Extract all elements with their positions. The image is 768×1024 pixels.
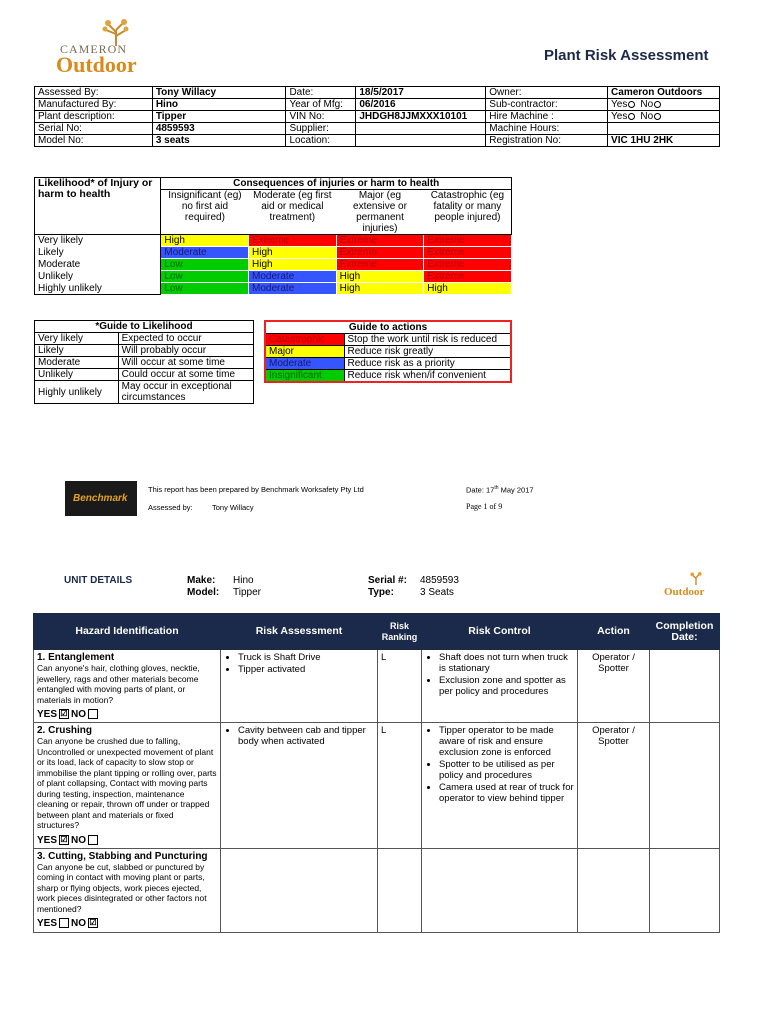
- risk-control-cell: [422, 848, 578, 932]
- footer-date-sup: th: [494, 485, 499, 491]
- actions-instruction: Reduce risk greatly: [344, 346, 510, 358]
- yes-option-label: Yes: [611, 111, 628, 122]
- hazard-identification-cell: [34, 848, 221, 932]
- details-value: [356, 123, 486, 135]
- details-value: 06/2016: [356, 99, 486, 111]
- details-label: Year of Mfg:: [286, 99, 356, 111]
- actions-level: Catastrophic: [266, 334, 344, 346]
- details-label: Sub-contractor:: [486, 99, 608, 111]
- hazard-description: Can anyone be crushed due to falling, Uncontrolled or unexpected movement of plant or its load, lack of capacity to slow stop or immobilise the plant tipping or rolling over, parts of plant collapsing, Contact with moving parts during testing, inspection, maintenance cleaning or repair, thrown off under or trapped between plant and materials or fixed structures?: [37, 736, 217, 830]
- logo-small-text: Outdoor: [664, 586, 705, 598]
- risk-assessment-cell: [221, 723, 378, 849]
- type-value: 3 Seats: [420, 587, 454, 598]
- yes-checkbox[interactable]: [59, 918, 69, 928]
- matrix-cell: High: [161, 235, 249, 247]
- risk-assessment-cell: [221, 650, 378, 723]
- details-value: Hino: [152, 99, 286, 111]
- hazard-table: [33, 613, 720, 933]
- hazard-identification-cell: [34, 650, 221, 723]
- company-logo: [52, 18, 162, 78]
- yes-checkbox[interactable]: ☑: [60, 834, 68, 844]
- actions-level: Insignificant: [266, 370, 344, 382]
- no-label: NO: [71, 918, 87, 929]
- details-value: Tony Willacy: [152, 87, 286, 99]
- no-label: NO: [71, 709, 87, 720]
- action-cell: [578, 848, 650, 932]
- matrix-cell: Extreme: [336, 259, 424, 271]
- action-cell: Operator / Spotter: [578, 650, 650, 723]
- risk-assessment-list: [224, 725, 374, 747]
- details-value: [608, 123, 720, 135]
- risk-control-item: • Camera used at rear of truck for operator to view behind tipper: [439, 782, 574, 804]
- risk-ranking-header: Risk Ranking: [378, 614, 422, 650]
- matrix-cell: High: [424, 283, 512, 295]
- yes-checkbox[interactable]: ☑: [60, 709, 68, 719]
- make-label: Make:: [187, 575, 216, 586]
- radio-no[interactable]: [654, 101, 661, 108]
- hazard-yes-no: [37, 835, 217, 846]
- risk-control-item: • Tipper operator to be made aware of risk and ensure exclusion zone is enforced: [439, 725, 574, 758]
- footer-date: [466, 485, 534, 495]
- completion-date-cell[interactable]: [650, 848, 720, 932]
- yes-option-label: Yes: [611, 99, 628, 110]
- no-option-label: No: [640, 99, 654, 110]
- details-label: Location:: [286, 135, 356, 147]
- details-value: 18/5/2017: [356, 87, 486, 99]
- tree-icon: [686, 572, 706, 586]
- no-checkbox[interactable]: [88, 835, 98, 845]
- benchmark-logo: [65, 481, 137, 516]
- details-label: Registration No:: [486, 135, 608, 147]
- risk-assessment-item: • Truck is Shaft Drive: [238, 652, 374, 663]
- details-label: Date:: [286, 87, 356, 99]
- details-row: [35, 123, 720, 135]
- risk-control-cell: [422, 650, 578, 723]
- actions-instruction: Reduce risk when/if convenient: [344, 370, 510, 382]
- footer-date-rest: May 2017: [498, 485, 534, 495]
- risk-control-list: [425, 725, 574, 804]
- action-header: Action: [578, 614, 650, 650]
- actions-level: Moderate: [266, 358, 344, 370]
- risk-assessment-list: [224, 652, 374, 675]
- likelihood-meaning: May occur in exceptional circumstances: [118, 381, 253, 404]
- model-value: Tipper: [233, 587, 261, 598]
- details-value: [356, 135, 486, 147]
- radio-no[interactable]: [654, 113, 661, 120]
- details-row: [35, 99, 720, 111]
- likelihood-meaning: Will occur at some time: [118, 357, 253, 369]
- risk-ranking-cell: [378, 848, 422, 932]
- hazard-yes-no: [37, 709, 217, 720]
- details-value: 3 seats: [152, 135, 286, 147]
- risk-control-item: • Shaft does not turn when truck is stationary: [439, 652, 574, 674]
- actions-guide-row: [266, 370, 510, 382]
- details-label: Assessed By:: [35, 87, 153, 99]
- risk-assessment-item: • Cavity between cab and tipper body when activated: [238, 725, 374, 747]
- details-value: [608, 99, 720, 111]
- matrix-row: [35, 283, 512, 295]
- serial-label: Serial #:: [368, 575, 407, 586]
- completion-date-cell[interactable]: [650, 650, 720, 723]
- no-label: NO: [71, 834, 87, 846]
- details-value: Tipper: [152, 111, 286, 123]
- risk-control-list: [425, 652, 574, 697]
- risk-control-item: • Spotter to be utilised as per policy and procedures: [439, 759, 574, 781]
- likelihood-guide-row: [35, 345, 254, 357]
- matrix-consequence-header: Insignificant (eg) no first aid required): [161, 190, 249, 235]
- matrix-cell: High: [336, 271, 424, 283]
- details-value: JHDGH8JJMXXX10101: [356, 111, 486, 123]
- page-number: Page 1 of 9: [466, 502, 503, 511]
- likelihood-meaning: Will probably occur: [118, 345, 253, 357]
- serial-value: 4859593: [420, 575, 459, 586]
- hazard-title: 2. Crushing: [37, 725, 93, 736]
- matrix-corner: Likelihood* of Injury or harm to health: [35, 178, 161, 235]
- details-label: Model No:: [35, 135, 153, 147]
- actions-guide-row: [266, 358, 510, 370]
- likelihood-term: Moderate: [35, 357, 119, 369]
- matrix-cell: Extreme: [424, 247, 512, 259]
- assessed-name: Tony Willacy: [212, 503, 254, 512]
- hazard-row: [34, 650, 720, 723]
- hazard-identification-header: Hazard Identification: [34, 614, 221, 650]
- matrix-likelihood-label: Highly unlikely: [35, 283, 161, 295]
- completion-date-header: Completion Date:: [650, 614, 720, 650]
- action-cell: Operator / Spotter: [578, 723, 650, 849]
- matrix-cell: Low: [161, 283, 249, 295]
- hazard-title: 3. Cutting, Stabbing and Puncturing: [37, 850, 208, 862]
- assessed-label: Assessed by:: [148, 503, 193, 512]
- likelihood-term: Likely: [35, 345, 119, 357]
- benchmark-logo-text: Benchmark: [73, 493, 128, 504]
- details-table: [34, 86, 720, 147]
- type-label: Type:: [368, 587, 394, 598]
- matrix-row: [35, 259, 512, 271]
- details-row: [35, 135, 720, 147]
- unit-details-title: UNIT DETAILS: [64, 575, 133, 586]
- matrix-consequence-header: Major (eg extensive or permanent injuries): [336, 190, 424, 235]
- details-label: Hire Machine :: [486, 111, 608, 123]
- risk-matrix: [34, 177, 512, 295]
- matrix-row: [35, 271, 512, 283]
- matrix-likelihood-label: Unlikely: [35, 271, 161, 283]
- matrix-cell: High: [336, 283, 424, 295]
- matrix-consequence-header: Moderate (eg first aid or medical treatment): [249, 190, 337, 235]
- yes-label: YES: [37, 918, 58, 929]
- hazard-identification-cell: [34, 723, 221, 849]
- matrix-likelihood-label: Moderate: [35, 259, 161, 271]
- yes-label: YES: [37, 834, 58, 846]
- risk-assessment-item: • Tipper activated: [238, 664, 374, 675]
- matrix-cell: Extreme: [249, 235, 337, 247]
- likelihood-guide-title: *Guide to Likelihood: [35, 321, 254, 333]
- matrix-consequence-header: Catastrophic (eg fatality or many people injured): [424, 190, 512, 235]
- likelihood-guide-row: [35, 333, 254, 345]
- actions-guide-row: [266, 346, 510, 358]
- matrix-cell: Moderate: [161, 247, 249, 259]
- likelihood-term: Highly unlikely: [35, 381, 119, 404]
- company-logo-small: [664, 572, 714, 604]
- likelihood-guide-row: [35, 369, 254, 381]
- details-row: [35, 87, 720, 99]
- hazard-row: [34, 723, 720, 849]
- radio-yes[interactable]: [628, 113, 635, 120]
- completion-date-cell[interactable]: [650, 723, 720, 849]
- logo-bottom-text: Outdoor: [56, 52, 137, 77]
- likelihood-guide: [34, 320, 254, 404]
- likelihood-meaning: Could occur at some time: [118, 369, 253, 381]
- matrix-cell: Extreme: [336, 247, 424, 259]
- matrix-cell: Extreme: [336, 235, 424, 247]
- matrix-cell: Moderate: [249, 283, 337, 295]
- actions-instruction: Reduce risk as a priority: [344, 358, 510, 370]
- matrix-cell: High: [249, 259, 337, 271]
- risk-assessment-header: Risk Assessment: [221, 614, 378, 650]
- no-option-label: No: [640, 111, 654, 122]
- risk-assessment-cell: [221, 848, 378, 932]
- hazard-title: 1. Entanglement: [37, 652, 115, 663]
- hazard-row: [34, 848, 720, 932]
- no-checkbox[interactable]: ☑: [89, 918, 97, 928]
- actions-guide-row: [266, 334, 510, 346]
- hazard-yes-no: [37, 918, 217, 929]
- details-label: Supplier:: [286, 123, 356, 135]
- risk-ranking-cell: L: [378, 650, 422, 723]
- actions-guide-title: Guide to actions: [266, 322, 510, 334]
- hazard-description: Can anyone's hair, clothing gloves, necktie, jewellery, rags and other materials become entangled with moving parts of plant, or materials in motion?: [37, 663, 200, 705]
- details-label: Machine Hours:: [486, 123, 608, 135]
- matrix-cell: Low: [161, 259, 249, 271]
- matrix-cell: Extreme: [424, 271, 512, 283]
- details-value: 4859593: [152, 123, 286, 135]
- details-label: Plant description:: [35, 111, 153, 123]
- details-label: VIN No:: [286, 111, 356, 123]
- risk-control-cell: [422, 723, 578, 849]
- matrix-cell: Moderate: [249, 271, 337, 283]
- prepared-text: This report has been prepared by Benchmark Worksafety Pty Ltd: [148, 485, 364, 494]
- matrix-cell: Low: [161, 271, 249, 283]
- details-value: VIC 1HU 2HK: [608, 135, 720, 147]
- likelihood-meaning: Expected to occur: [118, 333, 253, 345]
- risk-ranking-cell: L: [378, 723, 422, 849]
- details-label: Owner:: [486, 87, 608, 99]
- hazard-description: Can anyone be cut, slabbed or punctured by coming in contact with moving plant or parts, sharp or flying objects, work pieces ejected, work pieces disintegrated or other factors not mentioned?: [37, 861, 207, 914]
- actions-level: Major: [266, 346, 344, 358]
- actions-guide-box: [264, 320, 512, 383]
- page-title: Plant Risk Assessment: [544, 47, 709, 64]
- likelihood-term: Unlikely: [35, 369, 119, 381]
- risk-control-header: Risk Control: [422, 614, 578, 650]
- matrix-consequence-title: Consequences of injuries or harm to health: [161, 178, 512, 190]
- make-value: Hino: [233, 575, 254, 586]
- likelihood-guide-row: [35, 357, 254, 369]
- no-checkbox[interactable]: [88, 709, 98, 719]
- matrix-cell: Extreme: [424, 259, 512, 271]
- matrix-likelihood-label: Very likely: [35, 235, 161, 247]
- matrix-row: [35, 235, 512, 247]
- matrix-cell: High: [249, 247, 337, 259]
- logo-top-text: CAMERON: [60, 42, 128, 56]
- details-row: [35, 111, 720, 123]
- details-label: Manufactured By:: [35, 99, 153, 111]
- yes-label: YES: [37, 709, 58, 720]
- actions-instruction: Stop the work until risk is reduced: [344, 334, 510, 346]
- footer-date-label: Date: 17: [466, 485, 495, 495]
- details-value: [608, 111, 720, 123]
- likelihood-term: Very likely: [35, 333, 119, 345]
- likelihood-guide-row: [35, 381, 254, 404]
- model-label: Model:: [187, 587, 220, 598]
- matrix-likelihood-label: Likely: [35, 247, 161, 259]
- details-value: Cameron Outdoors: [608, 87, 720, 99]
- risk-control-item: • Exclusion zone and spotter as per policy and procedures: [439, 675, 574, 697]
- radio-yes[interactable]: [628, 101, 635, 108]
- matrix-row: [35, 247, 512, 259]
- details-label: Serial No:: [35, 123, 153, 135]
- matrix-cell: Extreme: [424, 235, 512, 247]
